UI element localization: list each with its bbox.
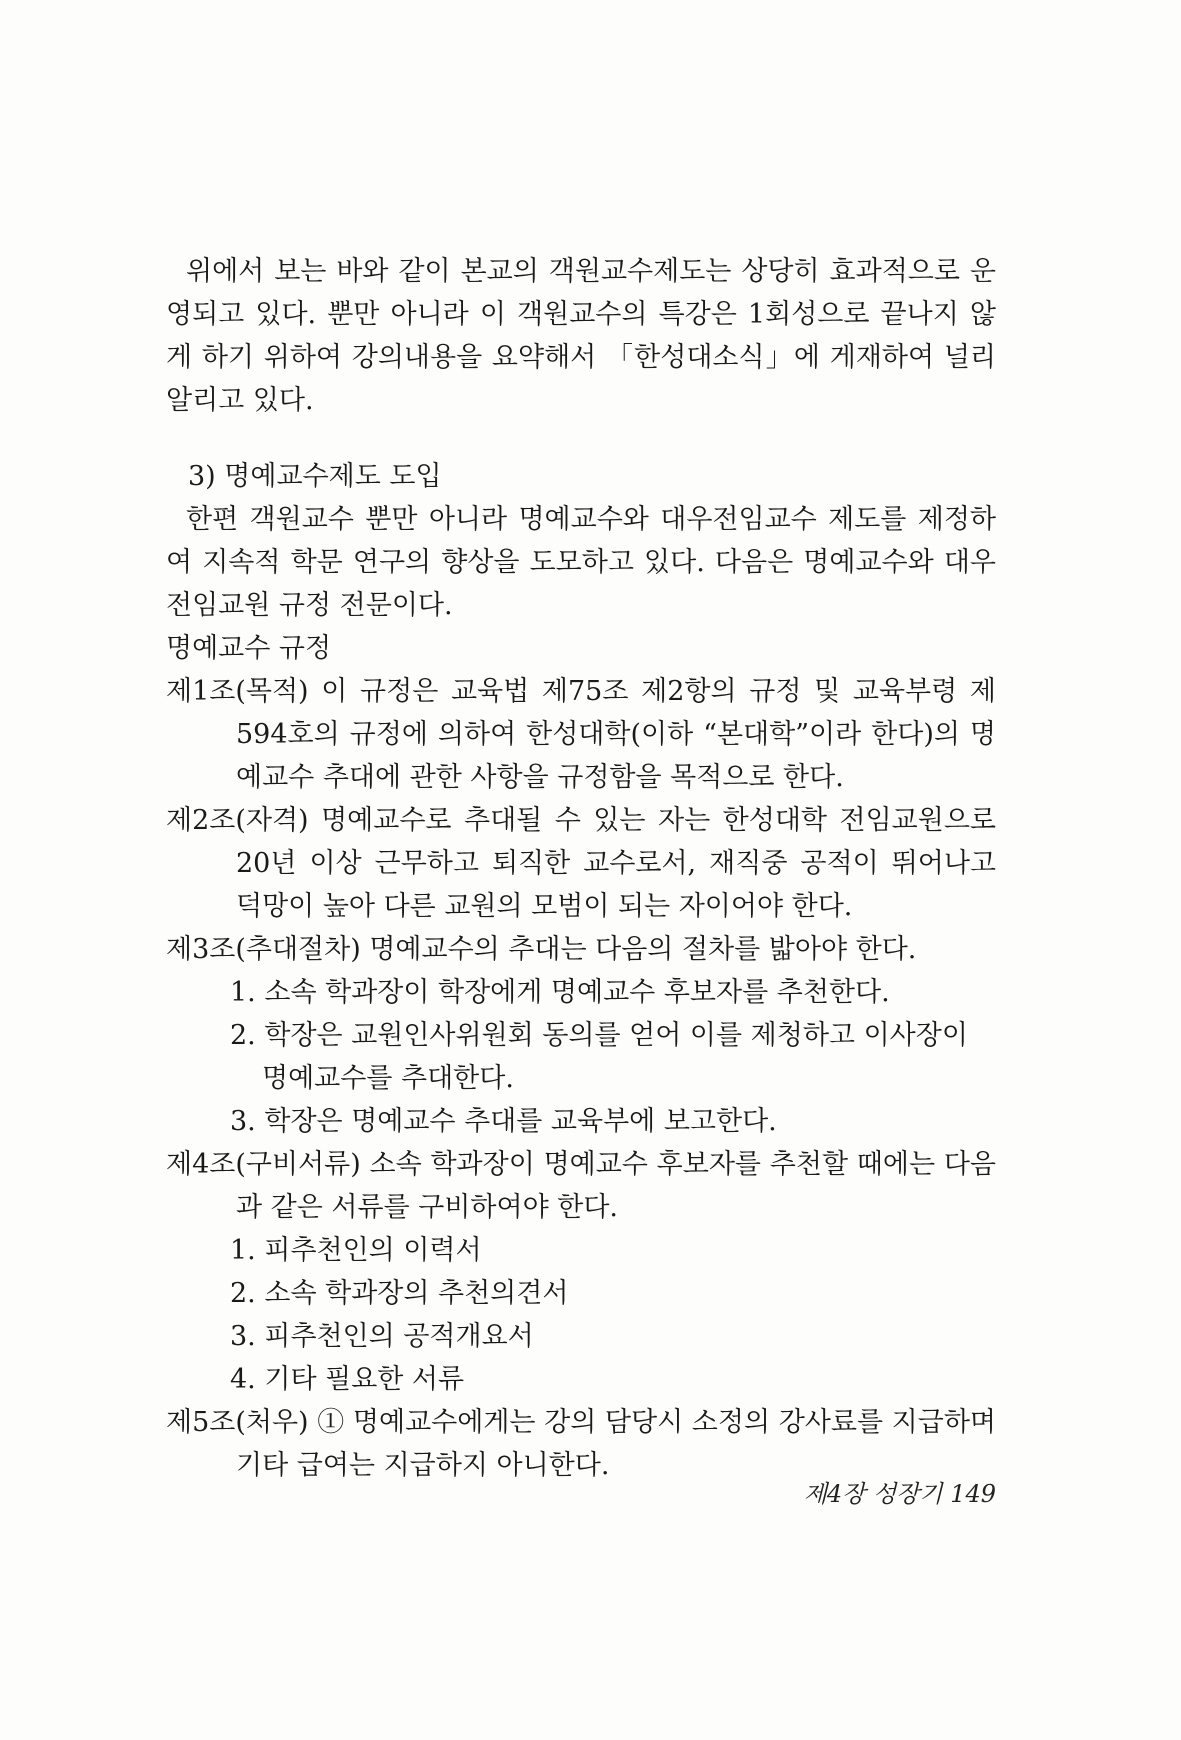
list-item bbox=[230, 1100, 996, 1143]
list-number: 3. bbox=[230, 1106, 256, 1137]
list-number: 3. bbox=[230, 1321, 256, 1352]
main-block bbox=[166, 455, 996, 1487]
list-text: 소속 학과장의 추천의견서 bbox=[264, 1278, 569, 1309]
list-number: 2. bbox=[230, 1278, 256, 1309]
intro-paragraph: 위에서 보는 바와 같이 본교의 객원교수제도는 상당히 효과적으로 운영되고 있다. 뿐만 아니라 이 객원교수의 특강은 1회성으로 끝나지 않게 하기 위하여 강의내용을 요약해서 「한성대소식」에 게재하여 널리 알리고 있다. bbox=[166, 256, 996, 416]
list-text: 학장은 교원인사위원회 동의를 얻어 이를 제청하고 이사장이 명예교수를 추대한다. bbox=[262, 1020, 968, 1094]
page-footer bbox=[800, 1474, 996, 1509]
list-text: 피추천인의 공적개요서 bbox=[264, 1321, 534, 1352]
regulation-title: 명예교수 규정 bbox=[166, 633, 332, 664]
list-number: 1. bbox=[230, 1235, 256, 1266]
list-text: 피추천인의 이력서 bbox=[264, 1235, 482, 1266]
list-item bbox=[230, 1315, 996, 1358]
intro-block bbox=[166, 250, 996, 422]
list-item bbox=[230, 1014, 996, 1100]
article-4-list bbox=[166, 1229, 996, 1401]
list-item bbox=[230, 1272, 996, 1315]
chapter-label: 제4장 성장기 bbox=[803, 1480, 943, 1508]
article-2: 제2조(자격) 명예교수로 추대될 수 있는 자는 한성대학 전임교원으로 20년 이상 근무하고 퇴직한 교수로서, 재직중 공적이 뛰어나고 덕망이 높아 다른 교원의 모범이 되는 자이어야 한다. bbox=[166, 805, 996, 922]
page-number: 149 bbox=[950, 1480, 996, 1508]
article-1: 제1조(목적) 이 규정은 교육법 제75조 제2항의 규정 및 교육부령 제594호의 규정에 의하여 한성대학(이하 “본대학”이라 한다)의 명예교수 추대에 관한 사항을 규정함을 목적으로 한다. bbox=[166, 676, 996, 793]
list-number: 1. bbox=[230, 977, 256, 1008]
list-text: 기타 필요한 서류 bbox=[264, 1364, 465, 1395]
list-item bbox=[230, 971, 996, 1014]
article-3: 제3조(추대절차) 명예교수의 추대는 다음의 절차를 밟아야 한다. bbox=[166, 934, 917, 965]
list-item bbox=[230, 1358, 996, 1401]
article-4: 제4조(구비서류) 소속 학과장이 명예교수 후보자를 추천할 때에는 다음과 같은 서류를 구비하여야 한다. bbox=[166, 1149, 996, 1223]
section-heading: 3) 명예교수제도 도입 bbox=[188, 461, 442, 492]
list-number: 4. bbox=[230, 1364, 256, 1395]
article-5: 제5조(처우) ① 명예교수에게는 강의 담당시 소정의 강사료를 지급하며 기타 급여는 지급하지 아니한다. bbox=[166, 1407, 996, 1481]
list-item bbox=[230, 1229, 996, 1272]
list-text: 소속 학과장이 학장에게 명예교수 후보자를 추천한다. bbox=[264, 977, 890, 1008]
list-number: 2. bbox=[230, 1020, 256, 1051]
list-text: 학장은 명예교수 추대를 교육부에 보고한다. bbox=[264, 1106, 777, 1137]
section-paragraph: 한편 객원교수 뿐만 아니라 명예교수와 대우전임교수 제도를 제정하여 지속적 학문 연구의 향상을 도모하고 있다. 다음은 명예교수와 대우 전임교원 규정 전문이다. bbox=[166, 504, 996, 621]
article-3-list bbox=[166, 971, 996, 1143]
